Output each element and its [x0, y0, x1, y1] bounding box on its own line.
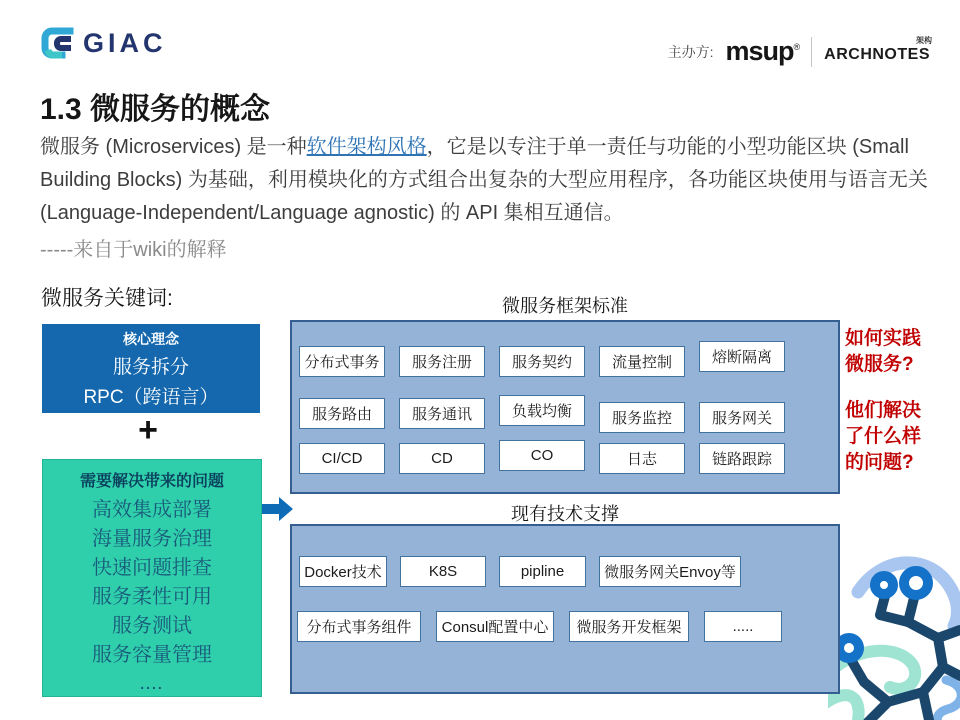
tech-row [292, 611, 838, 642]
software-architecture-style-link[interactable]: 软件架构风格 [306, 136, 427, 158]
problems-box [42, 459, 262, 697]
core-concept-header: 核心理念 [123, 330, 179, 347]
keywords-heading: 微服务关键词: [41, 287, 173, 310]
framework-box: CO [499, 440, 585, 471]
framework-box: CI/CD [299, 443, 385, 474]
plus-sign: + [138, 411, 158, 449]
page-title: 1.3 微服务的概念 [40, 93, 271, 126]
tech-panel-title: 现有技术支撑 [511, 504, 619, 524]
tech-box: Consul配置中心 [436, 611, 554, 642]
tech-box: 分布式事务组件 [297, 611, 421, 642]
question-solve [845, 398, 955, 476]
tech-box: K8S [400, 556, 486, 587]
framework-box: 服务路由 [299, 398, 385, 429]
tech-box: 微服务开发框架 [569, 611, 689, 642]
question-line: 如何实践 [845, 328, 922, 349]
framework-box: 服务网关 [699, 402, 785, 433]
tech-box: 微服务网关Envoy等 [599, 556, 741, 587]
giac-logo-icon [40, 26, 76, 60]
problems-item: 高效集成部署 [92, 499, 212, 521]
archnotes-logo-text: ARCHNOTES [824, 45, 930, 63]
intro-text-2: ，它是以专注于单一责任与功能的小型功能区块 (Small Building Blocks) 为基础，利用模块化的方式组合出复杂的大型应用程序，各功能区块使用与语言无关 (Language-Independent/Language agnostic) 的 API 集相互通信。 [40, 136, 928, 224]
core-concept-line: RPC（跨语言） [83, 386, 219, 408]
question-line: 的问题? [845, 452, 914, 473]
framework-panel-title: 微服务框架标准 [502, 296, 628, 316]
framework-box: 熔断隔离 [699, 341, 785, 372]
tech-row [292, 556, 838, 587]
framework-box: 服务注册 [399, 346, 485, 377]
framework-box: 服务契约 [499, 346, 585, 377]
problems-header: 需要解决带来的问题 [79, 473, 224, 490]
problems-item: 服务测试 [112, 615, 192, 637]
framework-box: CD [399, 443, 485, 474]
framework-panel [290, 320, 840, 494]
tech-panel [290, 524, 840, 694]
tech-box: pipline [499, 556, 586, 587]
molecule-network-decoration [828, 552, 960, 720]
question-line: 微服务? [845, 354, 914, 375]
host-logo-divider [811, 37, 812, 67]
framework-box: 服务通讯 [399, 398, 485, 429]
tech-box: ..... [704, 611, 782, 642]
problems-item: 快速问题排查 [92, 557, 212, 579]
problems-list [43, 496, 261, 699]
framework-row [292, 398, 838, 429]
framework-row [292, 443, 838, 474]
msup-logo-text: msup [725, 36, 794, 66]
framework-box: 链路跟踪 [699, 443, 785, 474]
question-line: 他们解决 [845, 400, 922, 421]
giac-logo-text: GIAC [83, 27, 167, 58]
msup-registered-mark: ® [793, 42, 800, 52]
framework-row [292, 346, 838, 377]
host-logos [668, 36, 930, 67]
framework-box: 流量控制 [599, 346, 685, 377]
intro-text-1: 微服务 (Microservices) 是一种 [40, 136, 307, 158]
giac-logo [40, 26, 167, 60]
archnotes-superscript: 架构 [916, 35, 932, 45]
core-concept-line: 服务拆分 [112, 356, 189, 378]
msup-logo [726, 36, 800, 67]
question-practice [845, 326, 955, 378]
intro-paragraph [40, 131, 932, 230]
problems-item: 服务柔性可用 [92, 586, 212, 608]
archnotes-logo [824, 35, 932, 64]
framework-box: 负载均衡 [499, 395, 585, 426]
tech-box: Docker技术 [299, 556, 387, 587]
host-label: 主办方: [667, 43, 714, 60]
framework-box: 分布式事务 [299, 346, 385, 377]
core-concept-box [42, 324, 260, 413]
wiki-source-note: -----来自于wiki的解释 [40, 239, 227, 261]
problems-item: 服务容量管理 [92, 644, 212, 666]
problems-ellipsis: .... [140, 676, 164, 692]
framework-box: 服务监控 [599, 402, 685, 433]
framework-box: 日志 [599, 443, 685, 474]
problems-item: 海量服务治理 [92, 528, 212, 550]
question-line: 了什么样 [845, 426, 922, 447]
